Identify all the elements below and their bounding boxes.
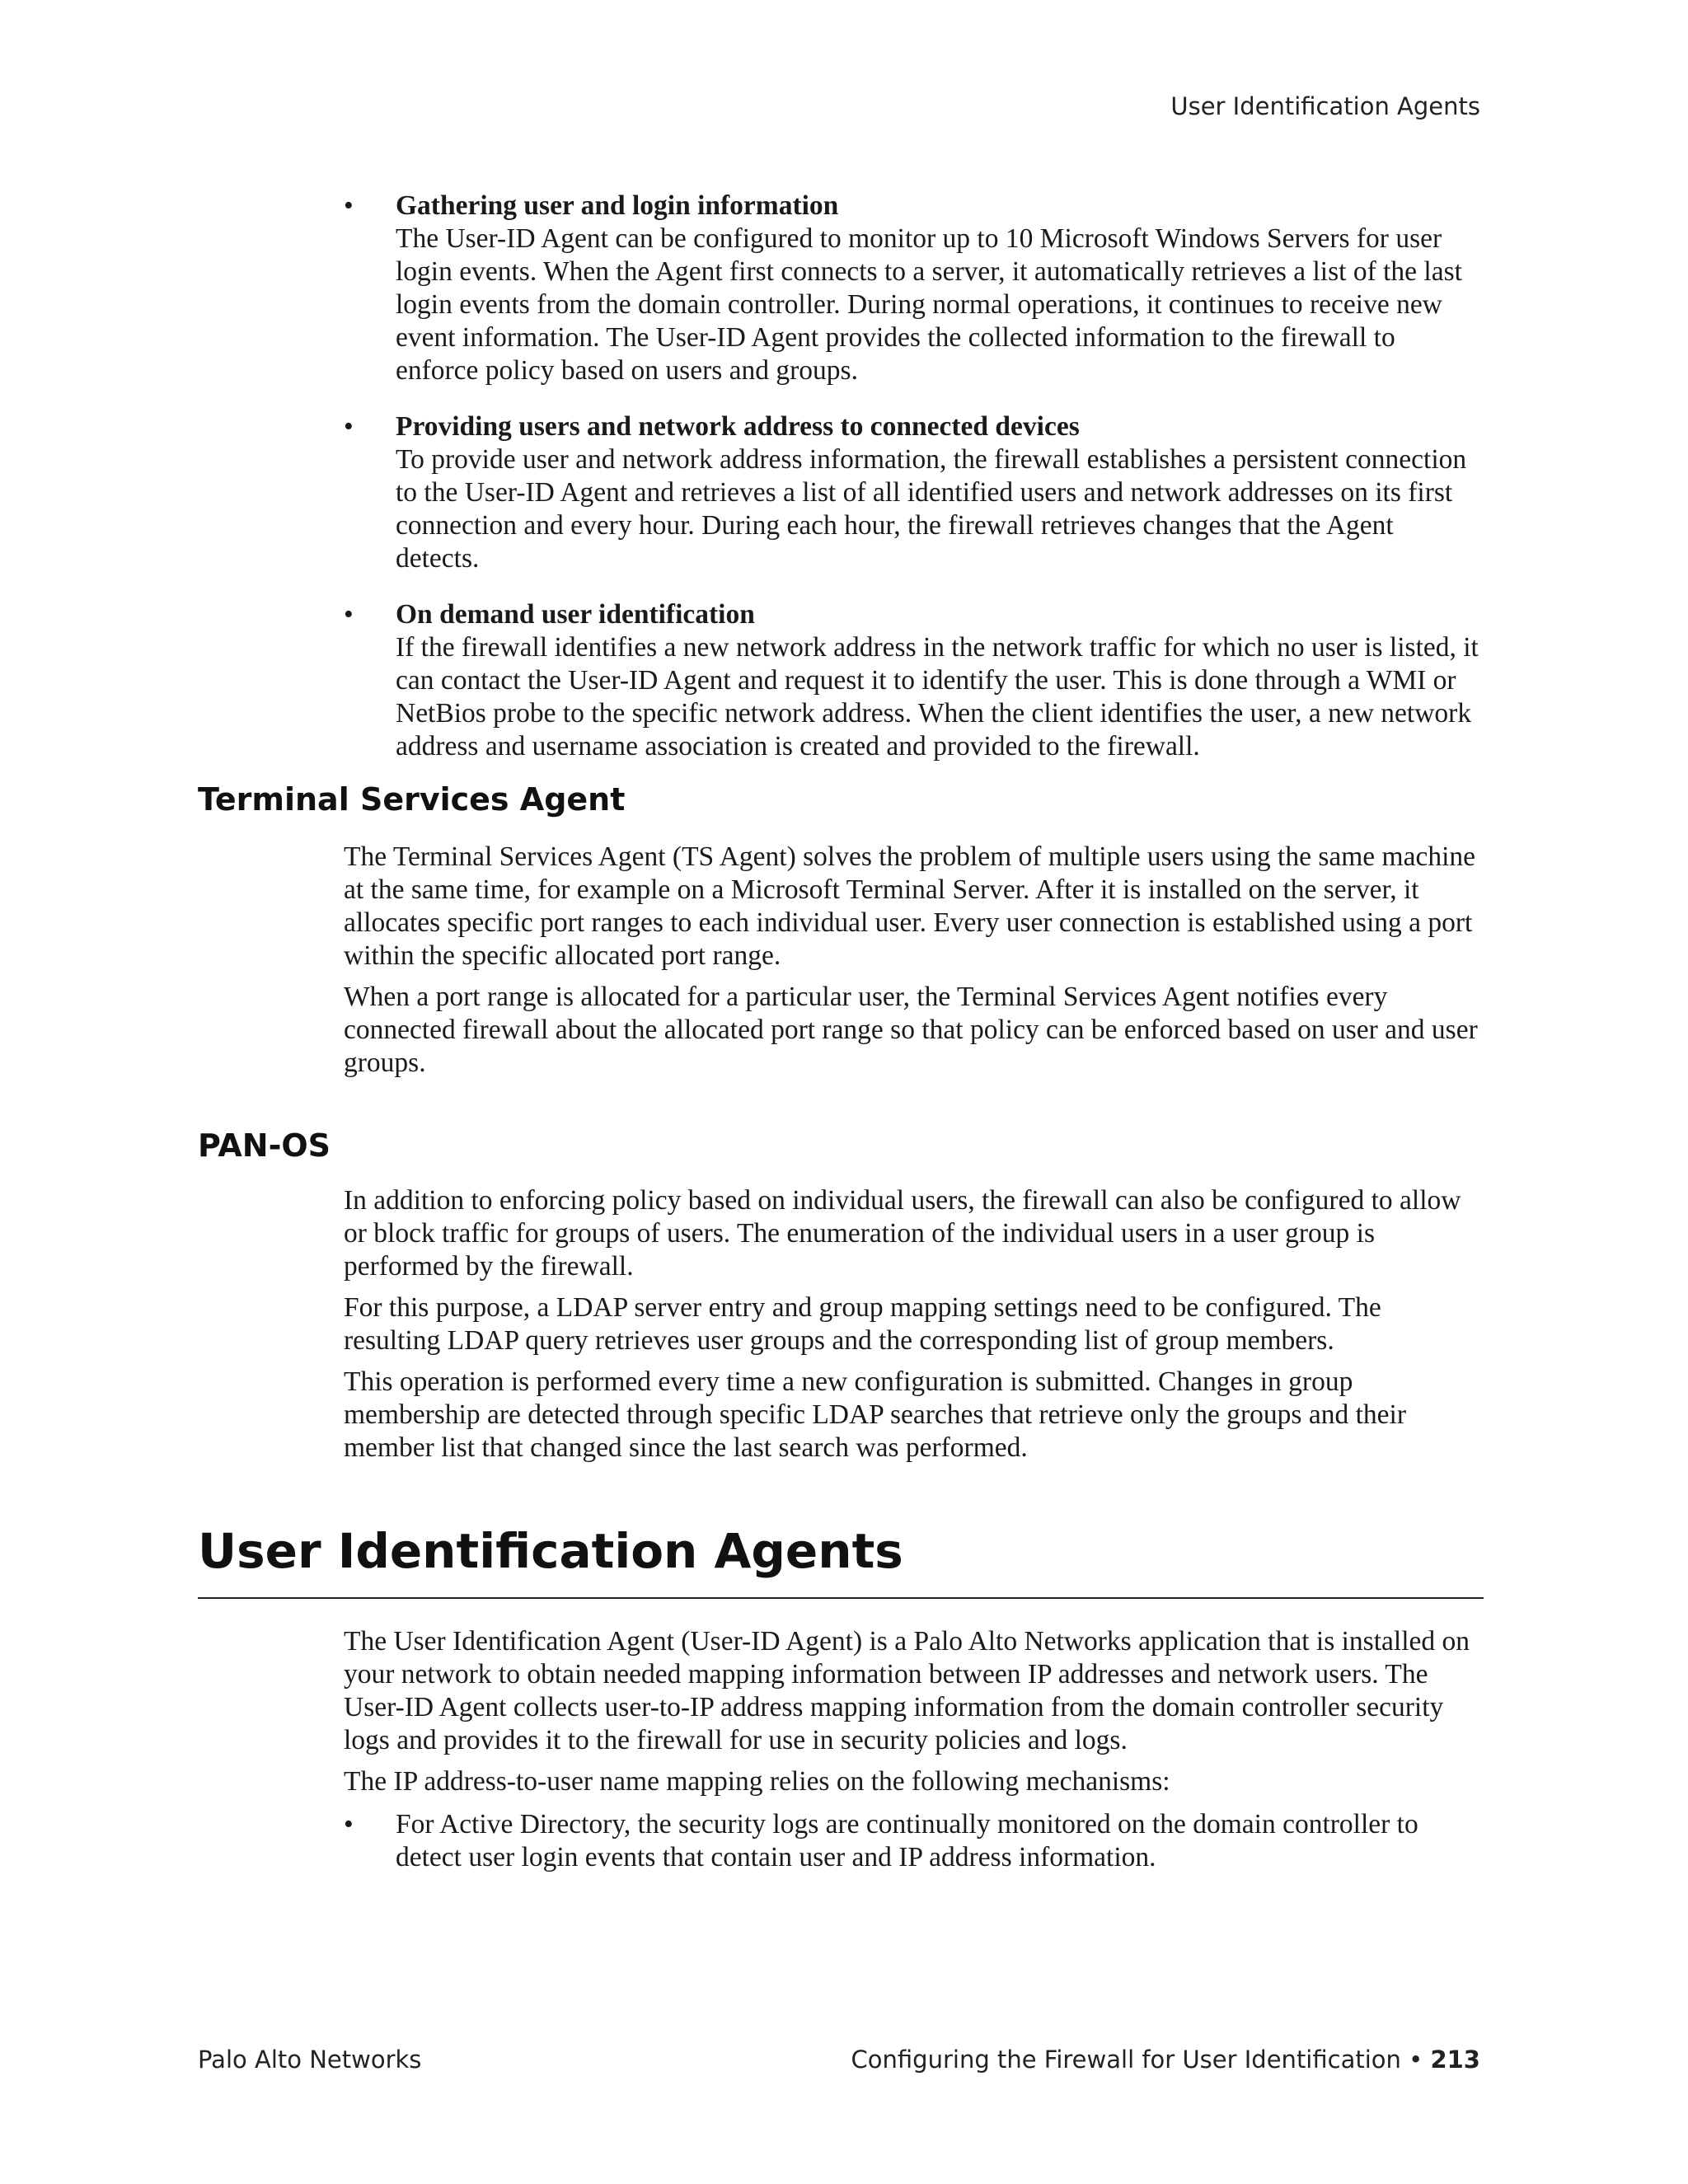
bullet-title: Gathering user and login information <box>396 190 839 221</box>
list-item <box>344 410 1484 575</box>
bullet-text: If the firewall identifies a new network address in the network traffic for which no user is listed, it can contact the User-ID Agent and request it to identify the user. This is done through a WMI or NetBios probe to the specific network address. When the client identifies the user, a new network address and username association is created and provided to the firewall. <box>396 632 1479 762</box>
panos-body <box>344 1184 1484 1465</box>
paragraph: The Terminal Services Agent (TS Agent) solves the problem of multiple users using the same machine at the same time, for example on a Microsoft Terminal Server. After it is installed on the server, it allocates specific port ranges to each individual user. Every user connection is established using a port within the specific allocated port range. <box>344 841 1476 971</box>
list-item <box>344 598 1484 763</box>
list-item <box>344 190 1484 387</box>
bullet-marker: • <box>344 190 354 221</box>
bullet-title: Providing users and network address to connected devices <box>396 411 1080 442</box>
heading-rule <box>198 1597 1484 1599</box>
paragraph: In addition to enforcing policy based on individual users, the firewall can also be configured to allow or block traffic for groups of users. The enumeration of the individual users in a user group is performed by the firewall. <box>344 1185 1461 1282</box>
bullet-marker: • <box>344 1809 354 1840</box>
footer-chapter-title: Configuring the Firewall for User Identification <box>851 2046 1401 2074</box>
paragraph: The User Identification Agent (User-ID Agent) is a Palo Alto Networks application that is installed on your network to obtain needed mapping information between IP addresses and network users. The User-ID Agent collects user-to-IP address mapping information from the domain controller security logs and provides it to the firewall for use in security policies and logs. <box>344 1626 1470 1755</box>
section-heading-terminal-services: Terminal Services Agent <box>198 781 626 818</box>
bullet-marker: • <box>344 411 354 442</box>
section-heading-panos: PAN-OS <box>198 1127 331 1164</box>
page-number: 213 <box>1430 2046 1480 2074</box>
footer-separator: • <box>1409 2046 1423 2074</box>
paragraph: When a port range is allocated for a particular user, the Terminal Services Agent notifies every connected firewall about the allocated port range so that policy can be enforced based on user and user groups. <box>344 982 1478 1078</box>
terminal-services-body <box>344 841 1484 1080</box>
paragraph: This operation is performed every time a new configuration is submitted. Changes in group membership are detected through specific LDAP searches that retrieve only the groups and their member list that changed since the last search was performed. <box>344 1366 1406 1463</box>
list-item <box>344 1808 1484 1874</box>
bullet-marker: • <box>344 599 354 630</box>
bullet-text: The User-ID Agent can be configured to monitor up to 10 Microsoft Windows Servers for user login events. When the Agent first connects to a server, it automatically retrieves a list of the last login events from the domain controller. During normal operations, it continues to receive new event information. The User-ID Agent provides the collected information to the firewall to enforce policy based on users and groups. <box>396 223 1462 386</box>
running-header: User Identification Agents <box>1170 92 1480 120</box>
paragraph: For this purpose, a LDAP server entry and group mapping settings need to be configured. The resulting LDAP query retrieves user groups and the corresponding list of group members. <box>344 1292 1381 1356</box>
bullet-title: On demand user identification <box>396 599 755 630</box>
paragraph: The IP address-to-user name mapping relies on the following mechanisms: <box>344 1766 1170 1797</box>
footer-company: Palo Alto Networks <box>198 2046 422 2074</box>
uia-body <box>344 1625 1484 1874</box>
bullet-text: For Active Directory, the security logs are continually monitored on the domain controller to detect user login events that contain user and IP address information. <box>396 1809 1418 1872</box>
top-bullet-list <box>344 190 1484 763</box>
chapter-heading: User Identification Agents <box>198 1523 903 1579</box>
bullet-text: To provide user and network address information, the firewall establishes a persistent connection to the User-ID Agent and retrieves a list of all identified users and network addresses on its first connection and every hour. During each hour, the firewall retrieves changes that the Agent detects. <box>396 444 1467 574</box>
footer-chapter <box>851 2046 1480 2074</box>
